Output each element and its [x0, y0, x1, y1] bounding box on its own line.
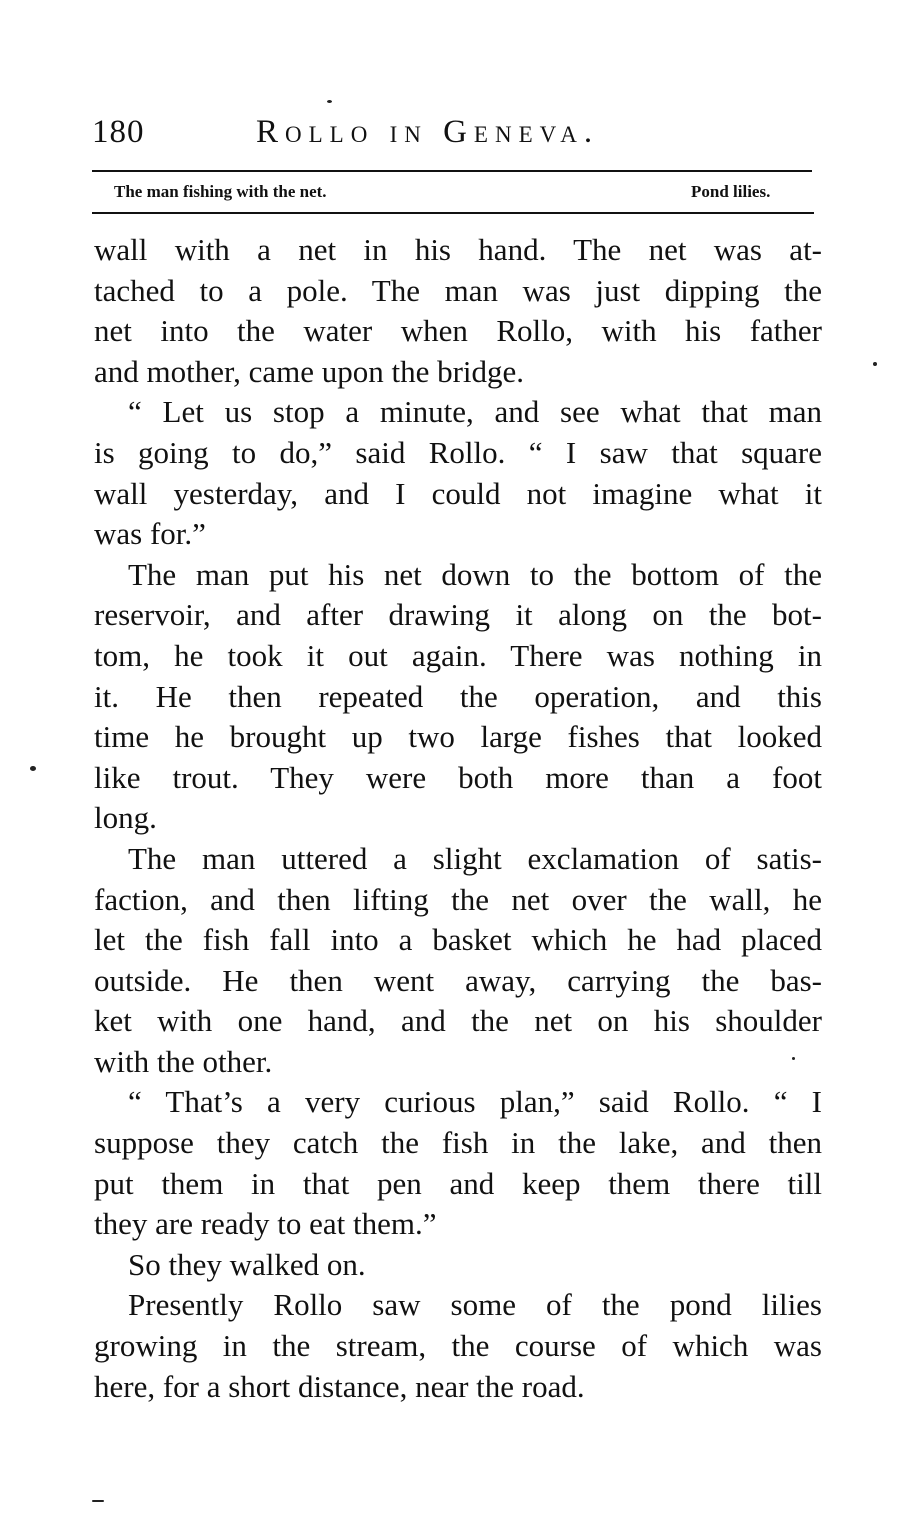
text-line: long. — [94, 800, 157, 836]
text-line: was for.” — [94, 516, 206, 552]
text-line: The man uttered a slight exclamation of satis- — [128, 840, 822, 876]
text-line: ket with one hand, and the net on his shoulder — [94, 1003, 822, 1039]
body-text — [94, 230, 822, 1407]
text-line: it. He then repeated the operation, and this — [94, 678, 822, 714]
text-line: wall with a net in his hand. The net was at- — [94, 232, 822, 267]
text-line: “ That’s a very curious plan,” said Rollo. “ I — [128, 1084, 822, 1120]
scan-speck — [327, 100, 332, 103]
text-line: So they walked on. — [128, 1246, 366, 1282]
text-line: “ Let us stop a minute, and see what that man — [128, 394, 822, 430]
scan-speck — [792, 1057, 795, 1060]
text-line: is going to do,” said Rollo. “ I saw that square — [94, 434, 822, 470]
text-line: reservoir, and after drawing it along on the bot- — [94, 597, 822, 633]
text-line: suppose they catch the fish in the lake, and then — [94, 1125, 822, 1161]
text-line: wall yesterday, and I could not imagine what it — [94, 475, 822, 511]
text-line: tom, he took it out again. There was nothing in — [94, 637, 822, 673]
running-head — [92, 110, 822, 160]
text-line: put them in that pen and keep them there till — [94, 1165, 822, 1201]
text-line: The man put his net down to the bottom of the — [128, 556, 822, 592]
scan-speck — [30, 766, 36, 771]
text-line: let the fish fall into a basket which he had placed — [94, 922, 822, 958]
text-line: here, for a short distance, near the road. — [94, 1368, 585, 1404]
side-note-left: The man fishing with the net. — [114, 182, 327, 201]
text-line: time he brought up two large fishes that looked — [94, 719, 822, 755]
text-line: faction, and then lifting the net over the wall, he — [94, 881, 822, 917]
header-rule-top — [92, 170, 812, 172]
text-line: and mother, came upon the bridge. — [94, 353, 525, 389]
text-line: like trout. They were both more than a foot — [94, 759, 822, 795]
scan-speck — [92, 1500, 104, 1502]
text-line: growing in the stream, the course of which was — [94, 1328, 822, 1364]
text-line: Presently Rollo saw some of the pond lilies — [128, 1287, 822, 1323]
header-rule-bottom — [92, 212, 814, 214]
scan-speck — [873, 362, 877, 366]
book-title: Rollo in Geneva. — [256, 114, 600, 150]
text-line: with the other. — [94, 1043, 273, 1079]
side-note-right: Pond lilies. — [691, 182, 771, 201]
text-line: net into the water when Rollo, with his father — [94, 313, 822, 349]
text-line: outside. He then went away, carrying the bas- — [94, 962, 822, 998]
text-line: tached to a pole. The man was just dipping the — [94, 272, 822, 308]
page-number: 180 — [92, 114, 145, 150]
text-line: they are ready to eat them.” — [94, 1206, 437, 1242]
